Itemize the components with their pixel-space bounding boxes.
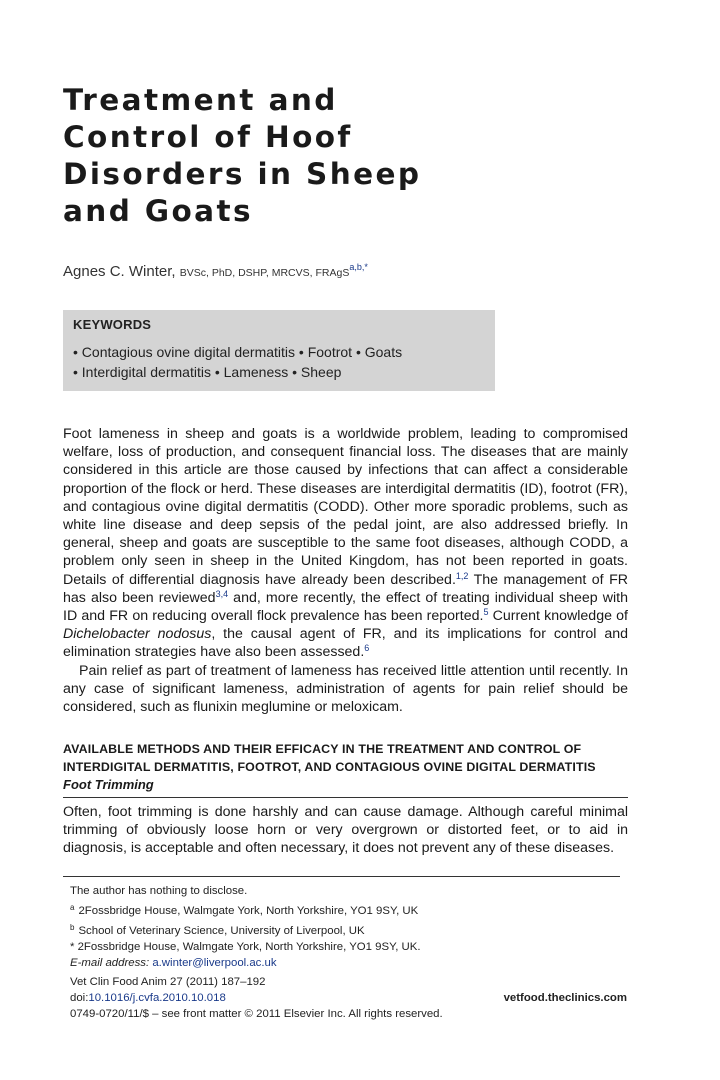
- footnote-divider: [63, 876, 620, 877]
- doi-row: [70, 991, 627, 1007]
- email-line: [70, 956, 421, 972]
- text-run: Current knowledge of: [488, 608, 628, 625]
- text-run: , the causal agent of FR, and its implications for control and elimination strategies have also been assessed.: [63, 626, 629, 661]
- author-credentials: BVSc, PhD, DSHP, MRCVS, FRAgS: [179, 267, 350, 279]
- footnote-mark: a: [70, 902, 75, 912]
- citation-ref[interactable]: 6: [364, 643, 370, 654]
- text-run: and, more recently, the effect of treating individual sheep with ID and FR on reducing overall flock prevalence has been reported.: [63, 589, 628, 625]
- affiliation-b: [70, 920, 421, 940]
- organism-name: Dichelobacter nodosus: [63, 626, 212, 643]
- keywords-box: [63, 310, 495, 391]
- citation-ref[interactable]: 1,2: [455, 570, 469, 581]
- section-heading: [63, 741, 633, 776]
- intro-paragraph-1: [63, 425, 628, 662]
- doi-label: doi:: [70, 991, 89, 1004]
- text-run: The management of FR has also been reviewed: [63, 571, 628, 606]
- citation-ref[interactable]: 5: [483, 607, 489, 618]
- keywords-heading: KEYWORDS: [73, 317, 152, 332]
- text-run: Foot lameness in sheep and goats is a worldwide problem, leading to compromised welfare, loss of production, and consequent financial loss. The diseases that are mainly considered in this article are those caused by infections that can affect a considerable proportion of the flock or herd. These diseases are interdigital dermatitis (ID), footrot (FR), and contagious ovine digital dermatitis (CODD). Other more sporadic problems, such as white line disease and deep sepsis of the pedal joint, are also addressed briefly. In general, sheep and goats are susceptible to the same foot diseases, although CODD, a problem only seen in sheep in the United Kingdom, has not been reported in goats. Details of differential diagnosis have already been described.: [63, 426, 628, 588]
- article-title: [63, 82, 463, 230]
- email-label: E-mail address:: [70, 956, 150, 969]
- title-line: Disorders in Sheep: [63, 157, 422, 191]
- section-heading-line: INTERDIGITAL DERMATITIS, FOOTROT, AND CONTAGIOUS OVINE DIGITAL DERMATITIS: [63, 759, 596, 774]
- author-affiliation-marks[interactable]: a,b,*: [349, 262, 368, 272]
- affiliation-text: 2Fossbridge House, Walmgate York, North Yorkshire, YO1 9SY, UK: [78, 904, 419, 917]
- footnote-mark: b: [70, 922, 75, 932]
- keywords-line: • Contagious ovine digital dermatitis • Footrot • Goats: [73, 344, 403, 360]
- author-name: Agnes C. Winter,: [63, 263, 176, 280]
- subsection-heading: Foot Trimming: [63, 777, 154, 792]
- journal-website[interactable]: vetfood.theclinics.com: [503, 991, 627, 1004]
- divider: [63, 797, 628, 798]
- keywords-line: • Interdigital dermatitis • Lameness • Sheep: [73, 364, 342, 380]
- author-line: [63, 262, 368, 280]
- citation-ref[interactable]: 3,4: [215, 588, 229, 599]
- affiliation-text: School of Veterinary Science, University of Liverpool, UK: [78, 924, 365, 937]
- title-line: Control of Hoof: [63, 120, 353, 154]
- journal-info: [70, 975, 627, 1023]
- copyright-line: 0749-0720/11/$ – see front matter © 2011 Elsevier Inc. All rights reserved.: [70, 1007, 443, 1020]
- journal-citation: Vet Clin Food Anim 27 (2011) 187–192: [70, 976, 266, 988]
- disclosure-note: The author has nothing to disclose.: [70, 885, 248, 897]
- doi-link[interactable]: 10.1016/j.cvfa.2010.10.018: [88, 991, 226, 1004]
- section-paragraph: Often, foot trimming is done harshly and can cause damage. Although careful minimal trimming of obviously loose horn or very overgrown or distorted feet, or to aid in diagnosis, is acceptable and often necessary, it does not prevent any of these diseases.: [63, 804, 628, 857]
- intro-paragraph-2: Pain relief as part of treatment of lameness has received little attention until recently. In any case of significant lameness, administration of agents for pain relief should be considered, such as flunixin meglumine or meloxicam.: [63, 662, 628, 716]
- section-heading-line: AVAILABLE METHODS AND THEIR EFFICACY IN THE TREATMENT AND CONTROL OF: [63, 742, 582, 756]
- footnotes: [70, 884, 421, 972]
- email-link[interactable]: a.winter@liverpool.ac.uk: [152, 956, 277, 969]
- corresponding-address: * 2Fossbridge House, Walmgate York, North Yorkshire, YO1 9SY, UK.: [70, 940, 421, 953]
- section-body: [63, 803, 628, 858]
- title-line: and Goats: [63, 194, 253, 228]
- title-line: Treatment and: [63, 83, 338, 117]
- intro-body: [63, 425, 628, 716]
- affiliation-a: [70, 900, 421, 920]
